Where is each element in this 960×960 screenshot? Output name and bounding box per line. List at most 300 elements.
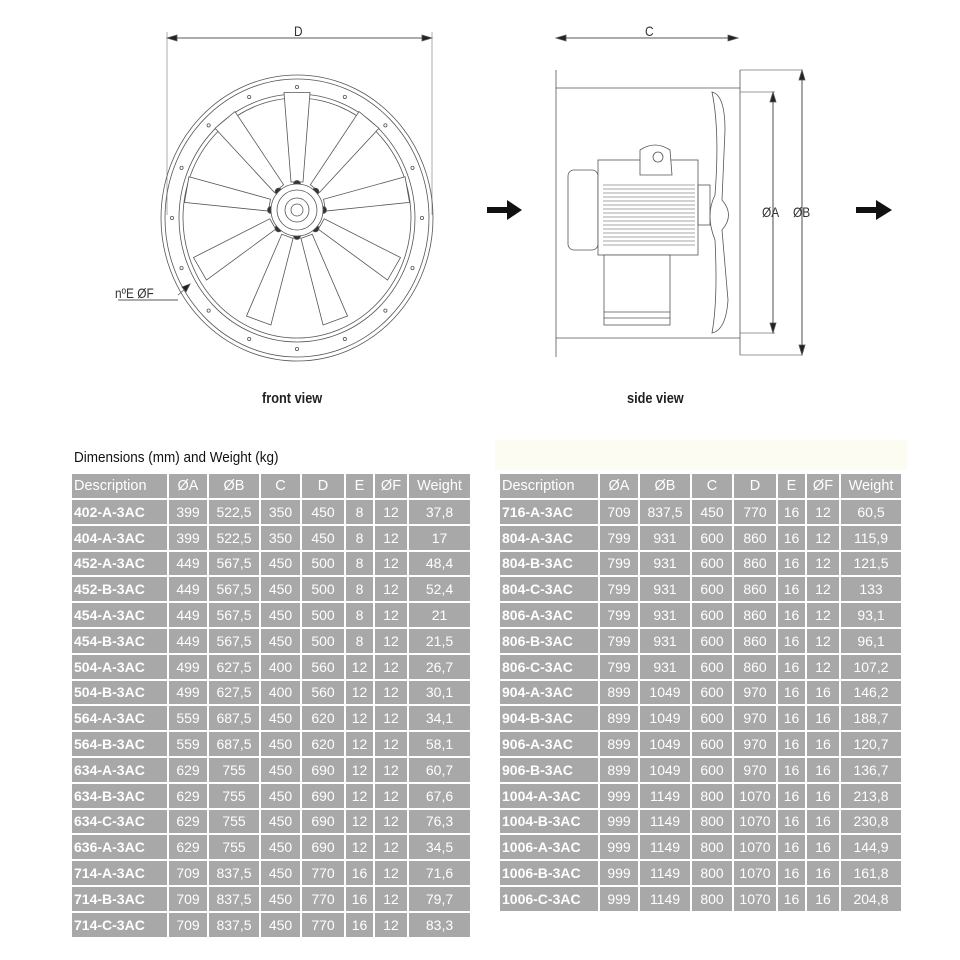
cell-description: 1006-A-3AC <box>500 835 598 859</box>
flange-hole <box>411 166 414 169</box>
dimension-a-label: ØA <box>762 204 780 220</box>
cell-weight: 34,1 <box>409 706 470 730</box>
fan-blade <box>246 234 293 325</box>
cell-a: 629 <box>169 835 207 859</box>
cell-c: 800 <box>692 887 732 911</box>
cell-e: 16 <box>346 913 373 937</box>
fan-blade <box>318 219 400 280</box>
cell-a: 399 <box>169 526 207 550</box>
cell-a: 799 <box>600 577 638 601</box>
cell-b: 687,5 <box>209 732 259 756</box>
cell-d: 1070 <box>734 810 776 834</box>
flange-hole <box>170 216 173 219</box>
dimension-c-label: C <box>645 23 654 39</box>
cell-c: 450 <box>261 577 300 601</box>
cell-b: 627,5 <box>209 681 259 705</box>
cell-f: 12 <box>807 629 839 653</box>
cell-weight: 21 <box>409 603 470 627</box>
cell-d: 1070 <box>734 861 776 885</box>
cell-description: 904-B-3AC <box>500 706 598 730</box>
cell-b: 1049 <box>640 681 690 705</box>
table-row <box>500 629 901 653</box>
cell-e: 16 <box>778 861 805 885</box>
cell-weight: 52,4 <box>409 577 470 601</box>
flange-hole <box>248 95 251 98</box>
cell-c: 450 <box>261 629 300 653</box>
cell-a: 899 <box>600 706 638 730</box>
cell-a: 999 <box>600 810 638 834</box>
cell-c: 450 <box>261 552 300 576</box>
cell-b: 1049 <box>640 732 690 756</box>
cell-a: 709 <box>169 887 207 911</box>
cell-description: 906-B-3AC <box>500 758 598 782</box>
cell-description: 504-B-3AC <box>72 681 167 705</box>
table-row <box>72 500 470 524</box>
cell-d: 450 <box>302 526 344 550</box>
cell-e: 16 <box>778 810 805 834</box>
cell-a: 559 <box>169 732 207 756</box>
cell-description: 804-A-3AC <box>500 526 598 550</box>
table-row <box>500 758 901 782</box>
fan-blade <box>184 177 270 211</box>
dimension-b-label: ØB <box>793 204 811 220</box>
cell-e: 12 <box>346 706 373 730</box>
cell-weight: 21,5 <box>409 629 470 653</box>
holes-label: nºE ØF <box>115 285 154 301</box>
table-header-row <box>500 474 901 498</box>
cell-d: 450 <box>302 500 344 524</box>
cell-f: 16 <box>807 706 839 730</box>
cell-d: 620 <box>302 706 344 730</box>
cell-d: 690 <box>302 810 344 834</box>
cell-description: 454-A-3AC <box>72 603 167 627</box>
cell-f: 16 <box>807 732 839 756</box>
table-header-row <box>72 474 470 498</box>
cell-e: 16 <box>778 887 805 911</box>
column-header-b: ØB <box>640 474 690 498</box>
cell-weight: 37,8 <box>409 500 470 524</box>
cell-f: 16 <box>807 887 839 911</box>
table-row <box>500 784 901 808</box>
table-row <box>72 577 470 601</box>
cell-d: 860 <box>734 526 776 550</box>
cell-c: 400 <box>261 655 300 679</box>
cell-a: 999 <box>600 784 638 808</box>
cell-c: 600 <box>692 681 732 705</box>
cell-description: 564-B-3AC <box>72 732 167 756</box>
column-header-c: C <box>692 474 732 498</box>
table-row <box>500 835 901 859</box>
cell-weight: 93,1 <box>841 603 901 627</box>
cell-a: 709 <box>600 500 638 524</box>
cell-description: 564-A-3AC <box>72 706 167 730</box>
cell-d: 860 <box>734 629 776 653</box>
cell-weight: 48,4 <box>409 552 470 576</box>
cell-b: 522,5 <box>209 526 259 550</box>
cell-weight: 67,6 <box>409 784 470 808</box>
cell-c: 600 <box>692 758 732 782</box>
cell-weight: 146,2 <box>841 681 901 705</box>
cell-description: 806-B-3AC <box>500 629 598 653</box>
column-header-e: E <box>778 474 805 498</box>
cell-f: 12 <box>375 655 407 679</box>
cell-c: 450 <box>261 887 300 911</box>
cell-weight: 204,8 <box>841 887 901 911</box>
cell-e: 12 <box>346 784 373 808</box>
cell-weight: 136,7 <box>841 758 901 782</box>
cell-f: 12 <box>375 732 407 756</box>
cell-description: 906-A-3AC <box>500 732 598 756</box>
cell-d: 690 <box>302 784 344 808</box>
cell-description: 452-B-3AC <box>72 577 167 601</box>
cell-e: 16 <box>778 629 805 653</box>
cell-description: 714-A-3AC <box>72 861 167 885</box>
cell-description: 1004-A-3AC <box>500 784 598 808</box>
cell-f: 12 <box>375 810 407 834</box>
table-row <box>500 861 901 885</box>
cell-c: 450 <box>261 758 300 782</box>
fan-blade <box>301 234 348 325</box>
cell-b: 931 <box>640 603 690 627</box>
column-header-f: ØF <box>807 474 839 498</box>
cell-d: 500 <box>302 577 344 601</box>
cell-b: 1049 <box>640 706 690 730</box>
cell-b: 567,5 <box>209 603 259 627</box>
cell-a: 999 <box>600 861 638 885</box>
cell-c: 600 <box>692 732 732 756</box>
cell-c: 450 <box>261 835 300 859</box>
cell-d: 690 <box>302 758 344 782</box>
cell-a: 709 <box>169 861 207 885</box>
table-row <box>72 629 470 653</box>
cell-f: 12 <box>807 655 839 679</box>
cell-weight: 107,2 <box>841 655 901 679</box>
column-header-weight: Weight <box>409 474 470 498</box>
cell-f: 12 <box>807 500 839 524</box>
cell-f: 12 <box>375 861 407 885</box>
cell-description: 804-B-3AC <box>500 552 598 576</box>
table-row <box>500 577 901 601</box>
cell-weight: 121,5 <box>841 552 901 576</box>
cell-a: 899 <box>600 732 638 756</box>
cell-description: 452-A-3AC <box>72 552 167 576</box>
cell-weight: 188,7 <box>841 706 901 730</box>
cell-c: 350 <box>261 500 300 524</box>
column-header-description: Description <box>500 474 598 498</box>
table-row <box>500 526 901 550</box>
cell-d: 860 <box>734 577 776 601</box>
cell-a: 799 <box>600 526 638 550</box>
cell-a: 799 <box>600 552 638 576</box>
fan-blade <box>310 112 379 193</box>
cell-description: 806-A-3AC <box>500 603 598 627</box>
cell-d: 560 <box>302 681 344 705</box>
cell-f: 12 <box>807 577 839 601</box>
cell-description: 904-A-3AC <box>500 681 598 705</box>
cell-c: 800 <box>692 810 732 834</box>
cell-a: 709 <box>169 913 207 937</box>
cell-weight: 161,8 <box>841 861 901 885</box>
dimension-d-label: D <box>294 23 303 39</box>
cell-f: 12 <box>375 835 407 859</box>
flange-hole <box>295 85 298 88</box>
cell-e: 16 <box>778 835 805 859</box>
cell-c: 350 <box>261 526 300 550</box>
cell-a: 449 <box>169 577 207 601</box>
column-header-a: ØA <box>169 474 207 498</box>
table-row <box>500 681 901 705</box>
cell-a: 999 <box>600 887 638 911</box>
cell-d: 560 <box>302 655 344 679</box>
cell-f: 12 <box>375 577 407 601</box>
flange-hole <box>207 124 210 127</box>
cell-b: 1149 <box>640 784 690 808</box>
fan-blade <box>194 219 276 280</box>
flange-hole <box>343 337 346 340</box>
cell-f: 12 <box>375 526 407 550</box>
cell-description: 402-A-3AC <box>72 500 167 524</box>
cell-b: 567,5 <box>209 552 259 576</box>
cell-b: 567,5 <box>209 629 259 653</box>
table-row <box>500 500 901 524</box>
cell-e: 8 <box>346 552 373 576</box>
cell-weight: 17 <box>409 526 470 550</box>
cell-c: 450 <box>261 913 300 937</box>
cell-c: 600 <box>692 603 732 627</box>
cell-b: 522,5 <box>209 500 259 524</box>
table-row <box>72 835 470 859</box>
cell-description: 636-A-3AC <box>72 835 167 859</box>
column-header-b: ØB <box>209 474 259 498</box>
cell-a: 799 <box>600 603 638 627</box>
cell-d: 970 <box>734 681 776 705</box>
cell-f: 12 <box>807 552 839 576</box>
cell-c: 450 <box>261 810 300 834</box>
cell-f: 12 <box>807 603 839 627</box>
cell-description: 1004-B-3AC <box>500 810 598 834</box>
cell-description: 804-C-3AC <box>500 577 598 601</box>
cell-description: 1006-B-3AC <box>500 861 598 885</box>
cell-c: 450 <box>692 500 732 524</box>
column-header-c: C <box>261 474 300 498</box>
side-view-drawing <box>556 35 805 357</box>
cell-c: 800 <box>692 861 732 885</box>
cell-weight: 76,3 <box>409 810 470 834</box>
flange-hole <box>343 95 346 98</box>
cell-b: 1149 <box>640 887 690 911</box>
cell-f: 12 <box>375 603 407 627</box>
cell-e: 12 <box>346 835 373 859</box>
cell-d: 1070 <box>734 835 776 859</box>
cell-e: 16 <box>778 681 805 705</box>
table-row <box>500 732 901 756</box>
cell-weight: 120,7 <box>841 732 901 756</box>
cell-e: 16 <box>778 526 805 550</box>
table-row <box>72 861 470 885</box>
cell-e: 16 <box>778 655 805 679</box>
cell-a: 629 <box>169 758 207 782</box>
cell-b: 1149 <box>640 810 690 834</box>
flange-hole <box>384 124 387 127</box>
table-row <box>72 526 470 550</box>
cell-d: 770 <box>302 913 344 937</box>
table-row <box>72 603 470 627</box>
front-view-drawing <box>118 32 433 361</box>
cell-f: 12 <box>375 784 407 808</box>
cell-b: 755 <box>209 810 259 834</box>
cell-f: 16 <box>807 810 839 834</box>
cell-c: 450 <box>261 861 300 885</box>
cell-weight: 213,8 <box>841 784 901 808</box>
cell-b: 755 <box>209 758 259 782</box>
table-row <box>72 706 470 730</box>
table-row <box>500 552 901 576</box>
cell-d: 970 <box>734 732 776 756</box>
cell-c: 600 <box>692 526 732 550</box>
cell-b: 931 <box>640 552 690 576</box>
cell-d: 1070 <box>734 784 776 808</box>
flange-hole <box>295 347 298 350</box>
cell-b: 755 <box>209 784 259 808</box>
cell-c: 600 <box>692 629 732 653</box>
cell-b: 627,5 <box>209 655 259 679</box>
cell-e: 8 <box>346 603 373 627</box>
cell-b: 931 <box>640 526 690 550</box>
cell-a: 399 <box>169 500 207 524</box>
cell-c: 600 <box>692 552 732 576</box>
cell-f: 12 <box>375 500 407 524</box>
cell-b: 837,5 <box>640 500 690 524</box>
cell-e: 16 <box>778 603 805 627</box>
table-row <box>500 887 901 911</box>
flange-hole <box>384 309 387 312</box>
cell-e: 12 <box>346 758 373 782</box>
cell-f: 12 <box>375 681 407 705</box>
cell-description: 634-B-3AC <box>72 784 167 808</box>
cell-c: 450 <box>261 706 300 730</box>
cell-weight: 115,9 <box>841 526 901 550</box>
fan-blade <box>284 92 310 182</box>
cell-a: 629 <box>169 810 207 834</box>
table-row <box>72 913 470 937</box>
cell-weight: 79,7 <box>409 887 470 911</box>
cell-d: 500 <box>302 629 344 653</box>
cell-a: 449 <box>169 603 207 627</box>
cell-a: 999 <box>600 835 638 859</box>
cell-d: 620 <box>302 732 344 756</box>
cell-c: 600 <box>692 706 732 730</box>
cell-f: 12 <box>375 913 407 937</box>
cell-a: 899 <box>600 758 638 782</box>
cell-weight: 58,1 <box>409 732 470 756</box>
cell-weight: 60,5 <box>841 500 901 524</box>
table-row <box>72 655 470 679</box>
cell-b: 931 <box>640 577 690 601</box>
cell-c: 800 <box>692 784 732 808</box>
cell-a: 899 <box>600 681 638 705</box>
cell-description: 714-B-3AC <box>72 887 167 911</box>
column-header-d: D <box>734 474 776 498</box>
cell-weight: 144,9 <box>841 835 901 859</box>
cell-b: 1149 <box>640 861 690 885</box>
cell-a: 799 <box>600 629 638 653</box>
cell-weight: 71,6 <box>409 861 470 885</box>
cell-weight: 34,5 <box>409 835 470 859</box>
cell-e: 16 <box>778 784 805 808</box>
dimensions-table-left <box>70 472 472 939</box>
cell-e: 16 <box>778 552 805 576</box>
column-header-f: ØF <box>375 474 407 498</box>
cell-e: 8 <box>346 629 373 653</box>
fan-blade <box>215 112 284 193</box>
cell-b: 931 <box>640 655 690 679</box>
cell-weight: 30,1 <box>409 681 470 705</box>
cell-weight: 26,7 <box>409 655 470 679</box>
cell-d: 690 <box>302 835 344 859</box>
header-band <box>495 440 907 470</box>
cell-a: 449 <box>169 629 207 653</box>
cell-d: 500 <box>302 603 344 627</box>
cell-d: 1070 <box>734 887 776 911</box>
cell-description: 454-B-3AC <box>72 629 167 653</box>
cell-e: 8 <box>346 526 373 550</box>
cell-d: 970 <box>734 706 776 730</box>
cell-e: 16 <box>778 732 805 756</box>
cell-description: 634-A-3AC <box>72 758 167 782</box>
dimensions-table-right <box>498 472 903 913</box>
airflow-arrow-right <box>856 200 892 220</box>
cell-description: 404-A-3AC <box>72 526 167 550</box>
cell-e: 16 <box>346 861 373 885</box>
cell-b: 1149 <box>640 835 690 859</box>
cell-f: 16 <box>807 835 839 859</box>
table-row <box>72 758 470 782</box>
cell-d: 770 <box>302 887 344 911</box>
flange-hole <box>420 216 423 219</box>
flange-hole <box>207 309 210 312</box>
cell-c: 800 <box>692 835 732 859</box>
cell-f: 12 <box>375 758 407 782</box>
cell-b: 755 <box>209 835 259 859</box>
cell-c: 450 <box>261 603 300 627</box>
cell-a: 449 <box>169 552 207 576</box>
cell-description: 1006-C-3AC <box>500 887 598 911</box>
cell-b: 837,5 <box>209 913 259 937</box>
table-row <box>72 810 470 834</box>
cell-description: 714-C-3AC <box>72 913 167 937</box>
cell-e: 12 <box>346 655 373 679</box>
cell-f: 16 <box>807 681 839 705</box>
cell-f: 12 <box>807 526 839 550</box>
cell-d: 860 <box>734 552 776 576</box>
cell-b: 931 <box>640 629 690 653</box>
cell-b: 567,5 <box>209 577 259 601</box>
cell-e: 16 <box>346 887 373 911</box>
cell-description: 806-C-3AC <box>500 655 598 679</box>
cell-f: 16 <box>807 861 839 885</box>
cell-a: 559 <box>169 706 207 730</box>
cell-description: 716-A-3AC <box>500 500 598 524</box>
table-row <box>72 552 470 576</box>
cell-e: 16 <box>778 758 805 782</box>
cell-description: 634-C-3AC <box>72 810 167 834</box>
cell-weight: 230,8 <box>841 810 901 834</box>
cell-e: 16 <box>778 577 805 601</box>
side-view-label: side view <box>627 390 684 407</box>
table-row <box>500 810 901 834</box>
flange-hole <box>248 337 251 340</box>
cell-d: 770 <box>734 500 776 524</box>
